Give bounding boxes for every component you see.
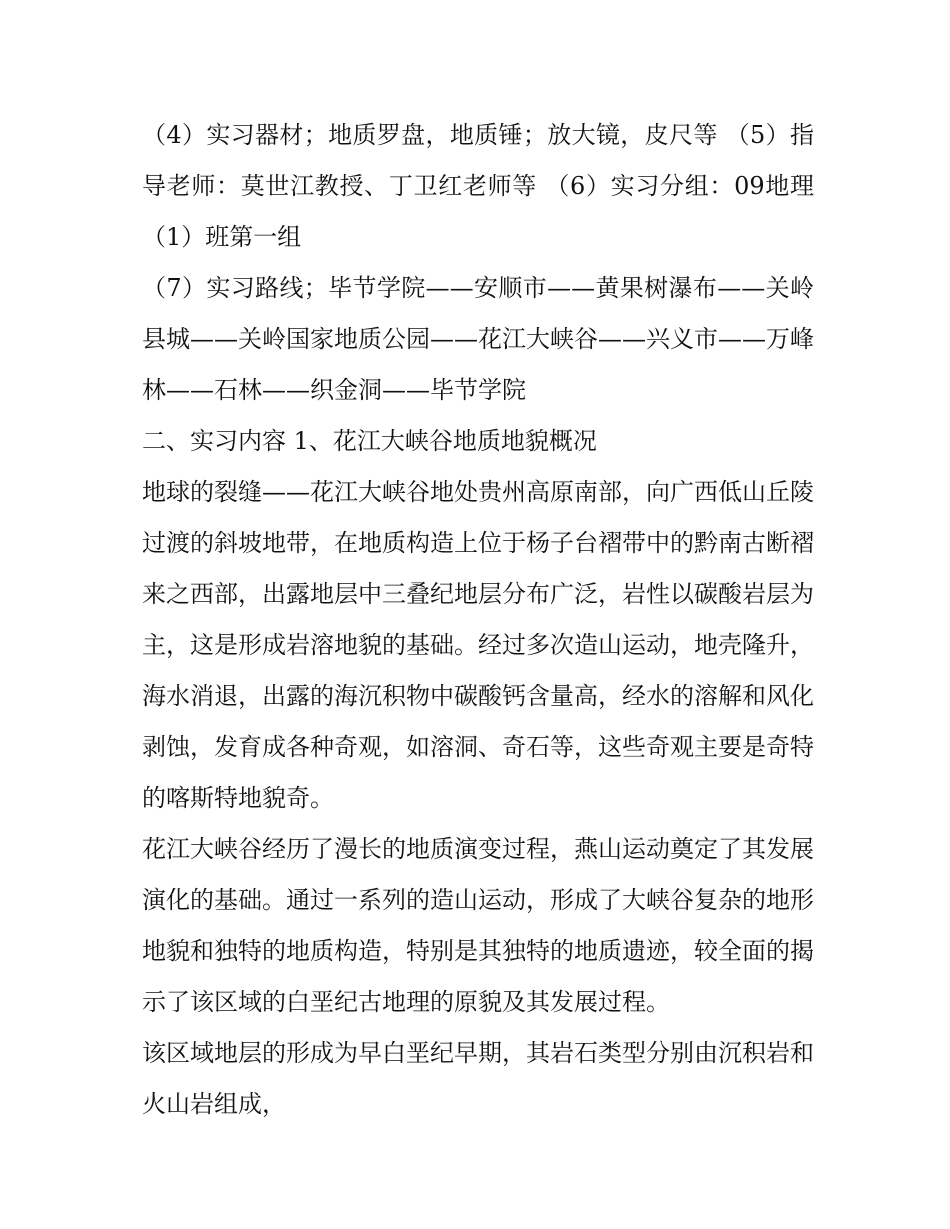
document-body <box>142 110 814 1130</box>
paragraph-route: （7）实习路线；毕节学院——安顺市——黄果树瀑布——关岭县城——关岭国家地质公园——花江大峡谷——兴义市——万峰林——石林——织金洞——毕节学院 <box>142 274 814 404</box>
section-heading: 二、实习内容 1、花江大峡谷地质地貌概况 <box>142 427 597 455</box>
paragraph-equipment-instructors-group: （4）实习器材；地质罗盘，地质锤；放大镜，皮尺等 （5）指导老师：莫世江教授、丁卫红老师等 （6）实习分组：09地理（1）班第一组 <box>142 121 814 251</box>
paragraph-geologic-evolution: 花江大峡谷经历了漫长的地质演变过程，燕山运动奠定了其发展演化的基础。通过一系列的造山运动，形成了大峡谷复杂的地形地貌和独特的地质构造，特别是其独特的地质遗迹，较全面的揭示了该区域的白垩纪古地理的原貌及其发展过程。 <box>142 835 814 1016</box>
paragraph-strata-formation: 该区域地层的形成为早白垩纪早期，其岩石类型分别由沉积岩和火山岩组成， <box>142 1039 814 1118</box>
paragraph-geology-overview: 地球的裂缝——花江大峡谷地处贵州高原南部，向广西低山丘陵过渡的斜坡地带，在地质构造上位于杨子台褶带中的黔南古断褶来之西部，出露地层中三叠纪地层分布广泛，岩性以碳酸岩层为主，这是形成岩溶地貌的基础。经过多次造山运动，地壳隆升，海水消退，出露的海沉积物中碳酸钙含量高，经水的溶解和风化剥蚀，发育成各种奇观，如溶洞、奇石等，这些奇观主要是奇特的喀斯特地貌奇。 <box>142 478 814 812</box>
